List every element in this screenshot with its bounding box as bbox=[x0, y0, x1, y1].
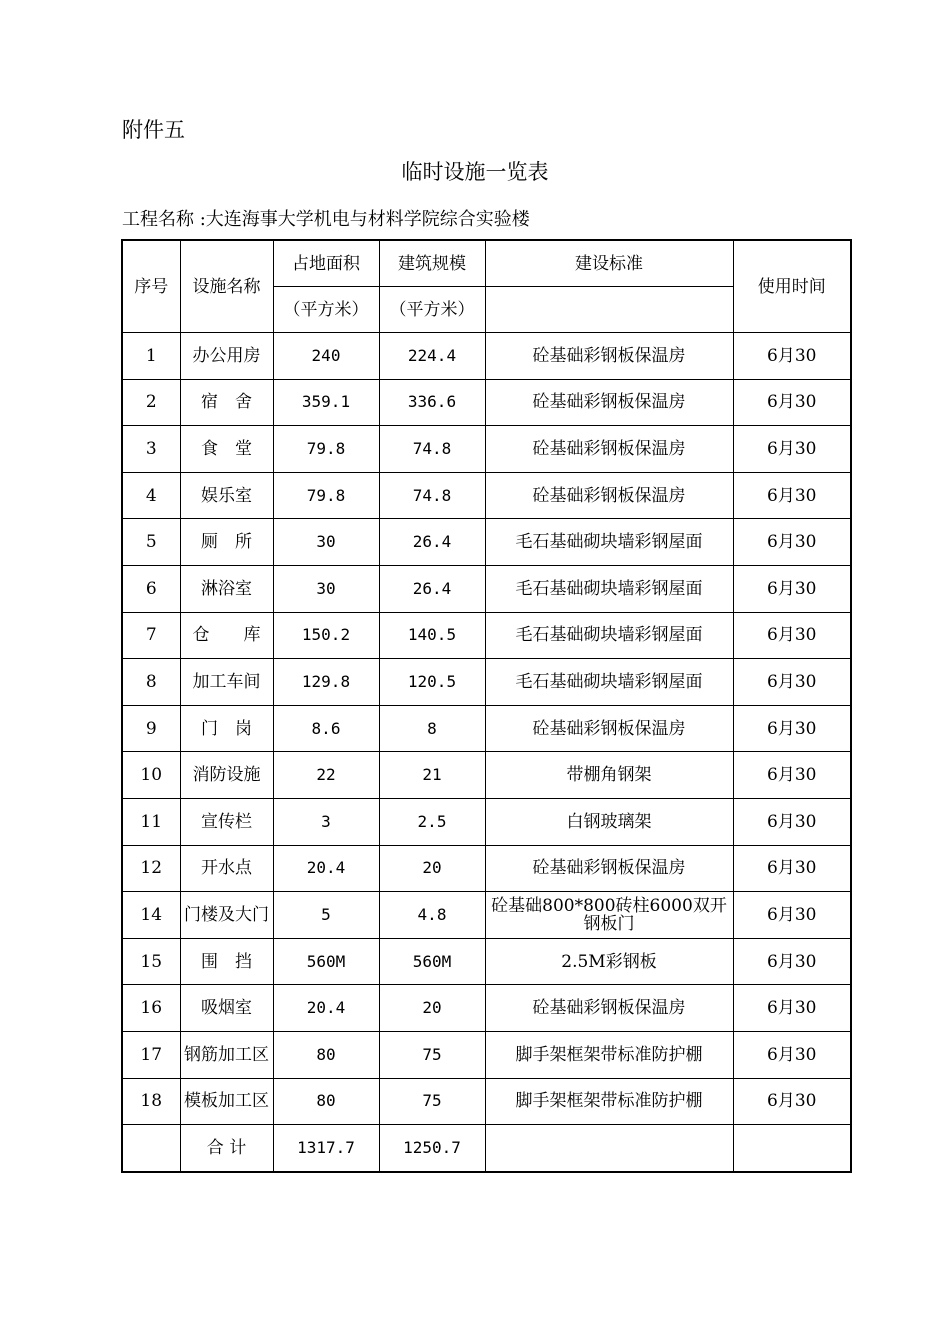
cell-standard: 白钢玻璃架 bbox=[485, 798, 733, 845]
cell-area: 3 bbox=[273, 798, 379, 845]
cell-scale: 26.4 bbox=[379, 519, 485, 566]
cell-time: 6月30 bbox=[733, 519, 851, 566]
cell-area: 150.2 bbox=[273, 612, 379, 659]
cell-time: 6月30 bbox=[733, 333, 851, 380]
cell-area: 79.8 bbox=[273, 426, 379, 473]
cell-area: 5 bbox=[273, 892, 379, 939]
cell-name: 厕 所 bbox=[180, 519, 273, 566]
header-time: 使用时间 bbox=[733, 240, 851, 333]
cell-area: 359.1 bbox=[273, 379, 379, 426]
cell-standard: 砼基础彩钢板保温房 bbox=[485, 426, 733, 473]
table-row bbox=[122, 752, 851, 799]
table-row bbox=[122, 659, 851, 706]
cell-seq: 2 bbox=[122, 379, 180, 426]
cell-area: 8.6 bbox=[273, 705, 379, 752]
cell-area: 22 bbox=[273, 752, 379, 799]
cell-name: 吸烟室 bbox=[180, 985, 273, 1032]
cell-time: 6月30 bbox=[733, 1078, 851, 1125]
cell-area: 560M bbox=[273, 938, 379, 985]
cell-seq: 15 bbox=[122, 938, 180, 985]
total-blank-time bbox=[733, 1125, 851, 1172]
cell-scale: 20 bbox=[379, 985, 485, 1032]
cell-seq: 1 bbox=[122, 333, 180, 380]
cell-seq: 7 bbox=[122, 612, 180, 659]
cell-scale: 120.5 bbox=[379, 659, 485, 706]
cell-time: 6月30 bbox=[733, 752, 851, 799]
table-row bbox=[122, 705, 851, 752]
table-row bbox=[122, 519, 851, 566]
cell-name: 门楼及大门 bbox=[180, 892, 273, 939]
cell-scale: 74.8 bbox=[379, 426, 485, 473]
total-blank-standard bbox=[485, 1125, 733, 1172]
header-standard-blank bbox=[485, 287, 733, 333]
cell-area: 79.8 bbox=[273, 472, 379, 519]
cell-seq: 11 bbox=[122, 798, 180, 845]
table-row bbox=[122, 938, 851, 985]
page-title: 临时设施一览表 bbox=[401, 160, 549, 184]
cell-standard: 砼基础彩钢板保温房 bbox=[485, 705, 733, 752]
cell-standard: 毛石基础砌块墙彩钢屋面 bbox=[485, 659, 733, 706]
cell-scale: 560M bbox=[379, 938, 485, 985]
cell-seq: 17 bbox=[122, 1031, 180, 1078]
cell-area: 240 bbox=[273, 333, 379, 380]
cell-scale: 224.4 bbox=[379, 333, 485, 380]
cell-scale: 26.4 bbox=[379, 565, 485, 612]
cell-name: 娱乐室 bbox=[180, 472, 273, 519]
cell-time: 6月30 bbox=[733, 472, 851, 519]
header-row bbox=[122, 240, 851, 287]
cell-standard: 脚手架框架带标准防护棚 bbox=[485, 1031, 733, 1078]
cell-seq: 8 bbox=[122, 659, 180, 706]
cell-name: 办公用房 bbox=[180, 333, 273, 380]
cell-seq: 5 bbox=[122, 519, 180, 566]
cell-time: 6月30 bbox=[733, 565, 851, 612]
table-row bbox=[122, 426, 851, 473]
cell-area: 129.8 bbox=[273, 659, 379, 706]
cell-standard: 带棚角钢架 bbox=[485, 752, 733, 799]
header-area: 占地面积 bbox=[273, 240, 379, 287]
header-seq: 序号 bbox=[122, 240, 180, 333]
cell-time: 6月30 bbox=[733, 1031, 851, 1078]
cell-name: 模板加工区 bbox=[180, 1078, 273, 1125]
cell-area: 80 bbox=[273, 1078, 379, 1125]
project-name: 工程名称 :大连海事大学机电与材料学院综合实验楼 bbox=[122, 209, 530, 230]
cell-scale: 74.8 bbox=[379, 472, 485, 519]
cell-standard: 砼基础彩钢板保温房 bbox=[485, 333, 733, 380]
cell-standard: 砼基础彩钢板保温房 bbox=[485, 472, 733, 519]
cell-name: 门 岗 bbox=[180, 705, 273, 752]
cell-name: 食 堂 bbox=[180, 426, 273, 473]
cell-scale: 140.5 bbox=[379, 612, 485, 659]
header-area-unit: （平方米） bbox=[273, 287, 379, 333]
cell-standard: 毛石基础砌块墙彩钢屋面 bbox=[485, 519, 733, 566]
cell-name: 宣传栏 bbox=[180, 798, 273, 845]
cell-time: 6月30 bbox=[733, 612, 851, 659]
cell-scale: 8 bbox=[379, 705, 485, 752]
table-row bbox=[122, 845, 851, 892]
total-scale: 1250.7 bbox=[379, 1125, 485, 1172]
header-scale: 建筑规模 bbox=[379, 240, 485, 287]
table-row bbox=[122, 333, 851, 380]
cell-seq: 18 bbox=[122, 1078, 180, 1125]
cell-standard: 砼基础彩钢板保温房 bbox=[485, 985, 733, 1032]
cell-seq: 9 bbox=[122, 705, 180, 752]
cell-time: 6月30 bbox=[733, 845, 851, 892]
cell-time: 6月30 bbox=[733, 659, 851, 706]
table-row bbox=[122, 565, 851, 612]
cell-name: 淋浴室 bbox=[180, 565, 273, 612]
table-row bbox=[122, 798, 851, 845]
total-area: 1317.7 bbox=[273, 1125, 379, 1172]
cell-name: 宿 舍 bbox=[180, 379, 273, 426]
cell-standard: 毛石基础砌块墙彩钢屋面 bbox=[485, 612, 733, 659]
cell-time: 6月30 bbox=[733, 892, 851, 939]
cell-standard: 砼基础800*800砖柱6000双开钢板门 bbox=[485, 892, 733, 939]
cell-name: 加工车间 bbox=[180, 659, 273, 706]
cell-area: 80 bbox=[273, 1031, 379, 1078]
cell-seq: 12 bbox=[122, 845, 180, 892]
cell-scale: 75 bbox=[379, 1078, 485, 1125]
cell-time: 6月30 bbox=[733, 938, 851, 985]
cell-name: 仓 库 bbox=[180, 612, 273, 659]
cell-scale: 75 bbox=[379, 1031, 485, 1078]
cell-area: 30 bbox=[273, 565, 379, 612]
cell-scale: 4.8 bbox=[379, 892, 485, 939]
table-row bbox=[122, 985, 851, 1032]
cell-seq: 4 bbox=[122, 472, 180, 519]
cell-time: 6月30 bbox=[733, 426, 851, 473]
cell-time: 6月30 bbox=[733, 798, 851, 845]
cell-name: 开水点 bbox=[180, 845, 273, 892]
cell-standard: 砼基础彩钢板保温房 bbox=[485, 379, 733, 426]
cell-scale: 336.6 bbox=[379, 379, 485, 426]
cell-name: 围 挡 bbox=[180, 938, 273, 985]
cell-scale: 20 bbox=[379, 845, 485, 892]
cell-standard: 毛石基础砌块墙彩钢屋面 bbox=[485, 565, 733, 612]
table-row bbox=[122, 612, 851, 659]
cell-area: 30 bbox=[273, 519, 379, 566]
attachment-label: 附件五 bbox=[122, 118, 185, 142]
cell-scale: 2.5 bbox=[379, 798, 485, 845]
cell-seq: 6 bbox=[122, 565, 180, 612]
cell-standard: 2.5M彩钢板 bbox=[485, 938, 733, 985]
facilities-table bbox=[121, 239, 852, 1173]
cell-time: 6月30 bbox=[733, 705, 851, 752]
cell-name: 钢筋加工区 bbox=[180, 1031, 273, 1078]
cell-name: 消防设施 bbox=[180, 752, 273, 799]
cell-time: 6月30 bbox=[733, 985, 851, 1032]
table-row bbox=[122, 1078, 851, 1125]
total-label: 合 计 bbox=[180, 1125, 273, 1172]
table-row bbox=[122, 472, 851, 519]
cell-area: 20.4 bbox=[273, 985, 379, 1032]
cell-standard: 砼基础彩钢板保温房 bbox=[485, 845, 733, 892]
cell-seq: 3 bbox=[122, 426, 180, 473]
header-standard: 建设标准 bbox=[485, 240, 733, 287]
cell-scale: 21 bbox=[379, 752, 485, 799]
cell-area: 20.4 bbox=[273, 845, 379, 892]
header-name: 设施名称 bbox=[180, 240, 273, 333]
total-row bbox=[122, 1125, 851, 1172]
cell-seq: 14 bbox=[122, 892, 180, 939]
header-scale-unit: （平方米） bbox=[379, 287, 485, 333]
table-row bbox=[122, 892, 851, 939]
cell-seq: 10 bbox=[122, 752, 180, 799]
cell-standard: 脚手架框架带标准防护棚 bbox=[485, 1078, 733, 1125]
cell-time: 6月30 bbox=[733, 379, 851, 426]
cell-seq: 16 bbox=[122, 985, 180, 1032]
total-blank-seq bbox=[122, 1125, 180, 1172]
table-row bbox=[122, 1031, 851, 1078]
table-row bbox=[122, 379, 851, 426]
